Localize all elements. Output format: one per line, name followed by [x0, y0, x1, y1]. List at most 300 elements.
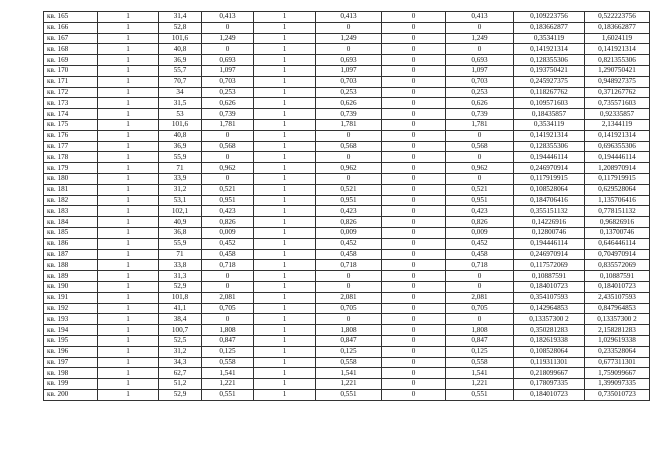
cell-value-c: 0 — [446, 271, 514, 282]
cell-value-c: 1,781 — [446, 119, 514, 130]
cell-count: 1 — [98, 325, 159, 336]
cell-apartment: кв. 191 — [44, 292, 98, 303]
table-row — [44, 12, 650, 23]
cell-rate: 0,350281283 — [514, 325, 585, 336]
cell-value-b: 0 — [316, 281, 382, 292]
cell-rate: 0,183662877 — [514, 22, 585, 33]
cell-total: 0,13700746 — [585, 227, 650, 238]
cell-total: 0,117919915 — [585, 173, 650, 184]
cell-value-a: 0,452 — [202, 238, 254, 249]
cell-value-c: 0,253 — [446, 87, 514, 98]
cell-rate: 0,128355306 — [514, 55, 585, 66]
cell-value-b: 0,125 — [316, 346, 382, 357]
cell-area: 33,9 — [159, 173, 202, 184]
cell-zero-col: 0 — [382, 206, 446, 217]
cell-value-b: 2,081 — [316, 292, 382, 303]
cell-count: 1 — [98, 346, 159, 357]
cell-value-c: 1,808 — [446, 325, 514, 336]
cell-zero-col: 0 — [382, 303, 446, 314]
cell-coef: 1 — [254, 119, 316, 130]
cell-value-a: 0,458 — [202, 249, 254, 260]
table-row — [44, 130, 650, 141]
cell-value-a: 0,551 — [202, 389, 254, 400]
cell-apartment: кв. 197 — [44, 357, 98, 368]
cell-value-b: 0,009 — [316, 227, 382, 238]
cell-count: 1 — [98, 98, 159, 109]
cell-rate: 0,245927375 — [514, 76, 585, 87]
cell-value-a: 0,847 — [202, 335, 254, 346]
cell-value-c: 0,521 — [446, 184, 514, 195]
cell-count: 1 — [98, 357, 159, 368]
cell-value-b: 0,703 — [316, 76, 382, 87]
cell-coef: 1 — [254, 217, 316, 228]
cell-coef: 1 — [254, 130, 316, 141]
cell-zero-col: 0 — [382, 325, 446, 336]
cell-area: 71 — [159, 249, 202, 260]
cell-coef: 1 — [254, 163, 316, 174]
cell-count: 1 — [98, 389, 159, 400]
cell-apartment: кв. 178 — [44, 152, 98, 163]
table-row — [44, 206, 650, 217]
cell-area: 101,8 — [159, 292, 202, 303]
cell-zero-col: 0 — [382, 249, 446, 260]
cell-zero-col: 0 — [382, 195, 446, 206]
cell-coef: 1 — [254, 109, 316, 120]
cell-area: 101,6 — [159, 33, 202, 44]
cell-apartment: кв. 200 — [44, 389, 98, 400]
cell-total: 0,735571603 — [585, 98, 650, 109]
cell-value-c: 0,413 — [446, 12, 514, 23]
cell-area: 36,8 — [159, 227, 202, 238]
cell-coef: 1 — [254, 33, 316, 44]
cell-value-b: 0,452 — [316, 238, 382, 249]
table-row — [44, 76, 650, 87]
cell-coef: 1 — [254, 22, 316, 33]
cell-coef: 1 — [254, 303, 316, 314]
cell-zero-col: 0 — [382, 44, 446, 55]
cell-value-b: 0,253 — [316, 87, 382, 98]
cell-value-c: 0,009 — [446, 227, 514, 238]
cell-area: 41,1 — [159, 303, 202, 314]
cell-rate: 0,184706416 — [514, 195, 585, 206]
cell-area: 34,3 — [159, 357, 202, 368]
table-row — [44, 292, 650, 303]
cell-count: 1 — [98, 292, 159, 303]
cell-zero-col: 0 — [382, 55, 446, 66]
cell-zero-col: 0 — [382, 335, 446, 346]
cell-total: 0,92335857 — [585, 109, 650, 120]
cell-count: 1 — [98, 44, 159, 55]
cell-apartment: кв. 167 — [44, 33, 98, 44]
cell-total: 0,821355306 — [585, 55, 650, 66]
cell-value-b: 1,781 — [316, 119, 382, 130]
cell-count: 1 — [98, 281, 159, 292]
cell-apartment: кв. 198 — [44, 368, 98, 379]
cell-value-a: 0 — [202, 173, 254, 184]
cell-value-a: 0,568 — [202, 141, 254, 152]
cell-count: 1 — [98, 227, 159, 238]
cell-apartment: кв. 186 — [44, 238, 98, 249]
table-row — [44, 163, 650, 174]
cell-value-a: 0 — [202, 271, 254, 282]
cell-value-c: 0,703 — [446, 76, 514, 87]
cell-apartment: кв. 176 — [44, 130, 98, 141]
table-row — [44, 281, 650, 292]
cell-coef: 1 — [254, 314, 316, 325]
cell-value-a: 1,541 — [202, 368, 254, 379]
cell-apartment: кв. 166 — [44, 22, 98, 33]
cell-total: 0,141921314 — [585, 44, 650, 55]
cell-zero-col: 0 — [382, 217, 446, 228]
cell-area: 101,6 — [159, 119, 202, 130]
cell-area: 40,9 — [159, 217, 202, 228]
table-row — [44, 173, 650, 184]
cell-coef: 1 — [254, 44, 316, 55]
cell-coef: 1 — [254, 271, 316, 282]
cell-value-a: 1,808 — [202, 325, 254, 336]
cell-zero-col: 0 — [382, 109, 446, 120]
cell-rate: 0,184010723 — [514, 281, 585, 292]
cell-coef: 1 — [254, 12, 316, 23]
cell-value-c: 0 — [446, 22, 514, 33]
cell-value-a: 0,718 — [202, 260, 254, 271]
cell-apartment: кв. 180 — [44, 173, 98, 184]
cell-rate: 0,10887591 — [514, 271, 585, 282]
cell-area: 36,9 — [159, 141, 202, 152]
cell-coef: 1 — [254, 76, 316, 87]
cell-zero-col: 0 — [382, 119, 446, 130]
cell-value-b: 0 — [316, 130, 382, 141]
cell-zero-col: 0 — [382, 292, 446, 303]
cell-value-b: 0,568 — [316, 141, 382, 152]
cell-value-a: 1,221 — [202, 379, 254, 390]
cell-value-b: 0 — [316, 314, 382, 325]
cell-value-b: 0 — [316, 173, 382, 184]
cell-coef: 1 — [254, 173, 316, 184]
cell-count: 1 — [98, 335, 159, 346]
cell-apartment: кв. 177 — [44, 141, 98, 152]
cell-coef: 1 — [254, 368, 316, 379]
cell-coef: 1 — [254, 141, 316, 152]
cell-rate: 0,117572069 — [514, 260, 585, 271]
cell-value-a: 2,081 — [202, 292, 254, 303]
cell-rate: 0,246970914 — [514, 163, 585, 174]
cell-value-c: 1,221 — [446, 379, 514, 390]
cell-count: 1 — [98, 184, 159, 195]
cell-coef: 1 — [254, 260, 316, 271]
cell-total: 0,194446114 — [585, 152, 650, 163]
cell-zero-col: 0 — [382, 346, 446, 357]
cell-rate: 0,182619338 — [514, 335, 585, 346]
cell-total: 0,735010723 — [585, 389, 650, 400]
table-row — [44, 249, 650, 260]
table-row — [44, 55, 650, 66]
cell-count: 1 — [98, 379, 159, 390]
cell-zero-col: 0 — [382, 368, 446, 379]
cell-total: 0,141921314 — [585, 130, 650, 141]
cell-value-a: 0,413 — [202, 12, 254, 23]
cell-coef: 1 — [254, 195, 316, 206]
table-row — [44, 217, 650, 228]
cell-value-c: 0,458 — [446, 249, 514, 260]
cell-count: 1 — [98, 22, 159, 33]
cell-area: 52,9 — [159, 389, 202, 400]
cell-value-b: 0,951 — [316, 195, 382, 206]
cell-value-b: 0,558 — [316, 357, 382, 368]
table-row — [44, 346, 650, 357]
table-row — [44, 335, 650, 346]
cell-total: 0,13357300 2 — [585, 314, 650, 325]
cell-value-c: 0,718 — [446, 260, 514, 271]
cell-value-c: 2,081 — [446, 292, 514, 303]
cell-count: 1 — [98, 12, 159, 23]
cell-rate: 0,108528064 — [514, 346, 585, 357]
table-row — [44, 271, 650, 282]
cell-value-a: 0,626 — [202, 98, 254, 109]
cell-value-a: 0,521 — [202, 184, 254, 195]
cell-total: 0,183662877 — [585, 22, 650, 33]
table-row — [44, 87, 650, 98]
cell-value-b: 0,521 — [316, 184, 382, 195]
cell-total: 0,371267762 — [585, 87, 650, 98]
cell-zero-col: 0 — [382, 87, 446, 98]
cell-value-a: 0 — [202, 44, 254, 55]
cell-coef: 1 — [254, 227, 316, 238]
cell-coef: 1 — [254, 238, 316, 249]
cell-coef: 1 — [254, 249, 316, 260]
cell-total: 2,435107593 — [585, 292, 650, 303]
cell-total: 1,399097335 — [585, 379, 650, 390]
cell-total: 0,10887591 — [585, 271, 650, 282]
cell-coef: 1 — [254, 335, 316, 346]
cell-value-c: 0,551 — [446, 389, 514, 400]
cell-total: 1,290750421 — [585, 65, 650, 76]
table-row — [44, 44, 650, 55]
cell-apartment: кв. 199 — [44, 379, 98, 390]
cell-value-c: 0 — [446, 173, 514, 184]
cell-coef: 1 — [254, 98, 316, 109]
cell-area: 52,5 — [159, 335, 202, 346]
cell-count: 1 — [98, 163, 159, 174]
cell-zero-col: 0 — [382, 379, 446, 390]
cell-area: 31,2 — [159, 184, 202, 195]
cell-value-a: 1,781 — [202, 119, 254, 130]
cell-area: 70,7 — [159, 76, 202, 87]
cell-value-a: 0,125 — [202, 346, 254, 357]
cell-count: 1 — [98, 238, 159, 249]
cell-value-c: 0,739 — [446, 109, 514, 120]
cell-value-a: 0,826 — [202, 217, 254, 228]
cell-value-a: 1,097 — [202, 65, 254, 76]
cell-count: 1 — [98, 368, 159, 379]
cell-value-b: 0,413 — [316, 12, 382, 23]
cell-value-b: 0 — [316, 44, 382, 55]
cell-rate: 0,354107593 — [514, 292, 585, 303]
cell-value-c: 0 — [446, 44, 514, 55]
cell-total: 0,629528064 — [585, 184, 650, 195]
cell-area: 62,7 — [159, 368, 202, 379]
cell-zero-col: 0 — [382, 76, 446, 87]
cell-count: 1 — [98, 314, 159, 325]
cell-value-a: 0,739 — [202, 109, 254, 120]
cell-value-c: 0,452 — [446, 238, 514, 249]
table-row — [44, 368, 650, 379]
cell-total: 0,522223756 — [585, 12, 650, 23]
cell-apartment: кв. 175 — [44, 119, 98, 130]
cell-value-b: 0,847 — [316, 335, 382, 346]
cell-coef: 1 — [254, 325, 316, 336]
cell-value-c: 0 — [446, 281, 514, 292]
cell-rate: 0,193750421 — [514, 65, 585, 76]
cell-apartment: кв. 184 — [44, 217, 98, 228]
cell-rate: 0,355151132 — [514, 206, 585, 217]
cell-value-a: 0,009 — [202, 227, 254, 238]
cell-rate: 0,18435857 — [514, 109, 585, 120]
table-row — [44, 357, 650, 368]
table-row — [44, 238, 650, 249]
cell-apartment: кв. 179 — [44, 163, 98, 174]
cell-zero-col: 0 — [382, 173, 446, 184]
cell-total: 0,233528064 — [585, 346, 650, 357]
cell-zero-col: 0 — [382, 271, 446, 282]
table-body — [44, 12, 650, 401]
cell-rate: 0,12800746 — [514, 227, 585, 238]
cell-value-c: 1,249 — [446, 33, 514, 44]
table-row — [44, 22, 650, 33]
cell-value-c: 0 — [446, 130, 514, 141]
cell-count: 1 — [98, 55, 159, 66]
cell-count: 1 — [98, 141, 159, 152]
table-row — [44, 325, 650, 336]
cell-value-a: 0,705 — [202, 303, 254, 314]
cell-value-b: 0,739 — [316, 109, 382, 120]
cell-zero-col: 0 — [382, 141, 446, 152]
cell-apartment: кв. 181 — [44, 184, 98, 195]
cell-zero-col: 0 — [382, 184, 446, 195]
cell-value-b: 0,826 — [316, 217, 382, 228]
cell-apartment: кв. 171 — [44, 76, 98, 87]
cell-value-a: 0 — [202, 22, 254, 33]
cell-value-b: 0,962 — [316, 163, 382, 174]
cell-count: 1 — [98, 249, 159, 260]
cell-value-b: 1,249 — [316, 33, 382, 44]
table-row — [44, 303, 650, 314]
cell-value-c: 0,558 — [446, 357, 514, 368]
cell-rate: 0,3534119 — [514, 119, 585, 130]
cell-apartment: кв. 183 — [44, 206, 98, 217]
cell-rate: 0,178097335 — [514, 379, 585, 390]
cell-total: 0,704970914 — [585, 249, 650, 260]
cell-rate: 0,194446114 — [514, 152, 585, 163]
cell-apartment: кв. 193 — [44, 314, 98, 325]
cell-value-c: 0,951 — [446, 195, 514, 206]
cell-zero-col: 0 — [382, 260, 446, 271]
cell-apartment: кв. 173 — [44, 98, 98, 109]
cell-area: 55,9 — [159, 238, 202, 249]
cell-apartment: кв. 185 — [44, 227, 98, 238]
cell-zero-col: 0 — [382, 130, 446, 141]
cell-total: 0,847964853 — [585, 303, 650, 314]
table-row — [44, 260, 650, 271]
cell-area: 53 — [159, 109, 202, 120]
table-row — [44, 195, 650, 206]
cell-rate: 0,3534119 — [514, 33, 585, 44]
cell-apartment: кв. 192 — [44, 303, 98, 314]
cell-count: 1 — [98, 195, 159, 206]
cell-rate: 0,13357300 2 — [514, 314, 585, 325]
cell-value-b: 0,423 — [316, 206, 382, 217]
cell-total: 0,96826916 — [585, 217, 650, 228]
cell-value-b: 0,693 — [316, 55, 382, 66]
cell-value-a: 0,693 — [202, 55, 254, 66]
cell-apartment: кв. 187 — [44, 249, 98, 260]
cell-rate: 0,141921314 — [514, 130, 585, 141]
cell-value-a: 1,249 — [202, 33, 254, 44]
cell-total: 0,646446114 — [585, 238, 650, 249]
cell-count: 1 — [98, 87, 159, 98]
cell-value-a: 0 — [202, 314, 254, 325]
table-row — [44, 379, 650, 390]
cell-value-b: 1,097 — [316, 65, 382, 76]
apartment-table — [43, 11, 650, 401]
cell-value-b: 0,551 — [316, 389, 382, 400]
cell-zero-col: 0 — [382, 98, 446, 109]
cell-apartment: кв. 196 — [44, 346, 98, 357]
table-row — [44, 389, 650, 400]
cell-rate: 0,109571603 — [514, 98, 585, 109]
table-row — [44, 314, 650, 325]
cell-value-b: 1,221 — [316, 379, 382, 390]
cell-count: 1 — [98, 33, 159, 44]
cell-rate: 0,246970914 — [514, 249, 585, 260]
cell-total: 1,208970914 — [585, 163, 650, 174]
cell-total: 1,029619338 — [585, 335, 650, 346]
cell-apartment: кв. 168 — [44, 44, 98, 55]
cell-rate: 0,108528064 — [514, 184, 585, 195]
cell-value-c: 0,705 — [446, 303, 514, 314]
cell-coef: 1 — [254, 87, 316, 98]
cell-area: 102,1 — [159, 206, 202, 217]
cell-zero-col: 0 — [382, 33, 446, 44]
cell-area: 51,2 — [159, 379, 202, 390]
cell-total: 1,135706416 — [585, 195, 650, 206]
cell-value-b: 1,541 — [316, 368, 382, 379]
cell-value-c: 0,568 — [446, 141, 514, 152]
cell-zero-col: 0 — [382, 314, 446, 325]
cell-rate: 0,117919915 — [514, 173, 585, 184]
table-row — [44, 227, 650, 238]
cell-total: 0,696355306 — [585, 141, 650, 152]
cell-zero-col: 0 — [382, 152, 446, 163]
cell-apartment: кв. 182 — [44, 195, 98, 206]
cell-value-a: 0,423 — [202, 206, 254, 217]
cell-coef: 1 — [254, 281, 316, 292]
cell-value-a: 0 — [202, 281, 254, 292]
cell-zero-col: 0 — [382, 238, 446, 249]
cell-rate: 0,142964853 — [514, 303, 585, 314]
cell-area: 33,8 — [159, 260, 202, 271]
cell-apartment: кв. 172 — [44, 87, 98, 98]
cell-value-c: 1,097 — [446, 65, 514, 76]
table-row — [44, 65, 650, 76]
cell-coef: 1 — [254, 152, 316, 163]
cell-coef: 1 — [254, 55, 316, 66]
cell-value-c: 0,962 — [446, 163, 514, 174]
table-row — [44, 98, 650, 109]
cell-count: 1 — [98, 303, 159, 314]
cell-total: 1,759099667 — [585, 368, 650, 379]
cell-rate: 0,119311301 — [514, 357, 585, 368]
